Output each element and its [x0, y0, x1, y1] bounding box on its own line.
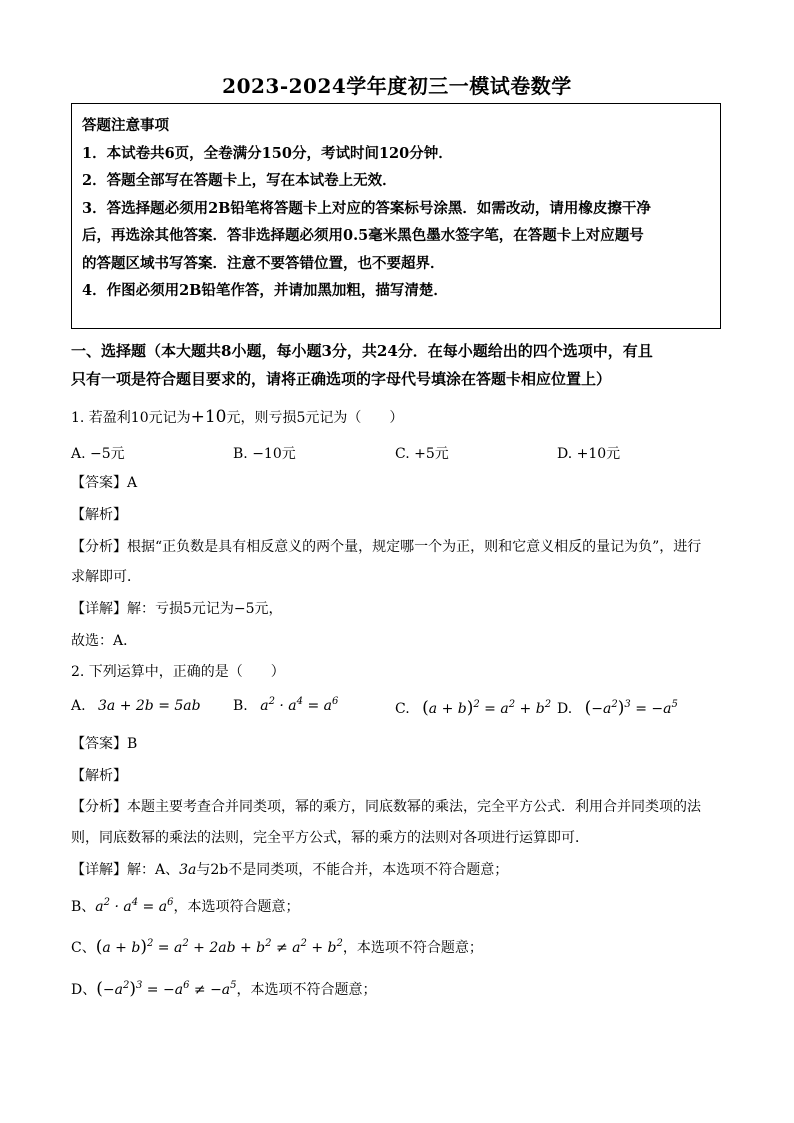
- q2-stem: 2. 下列运算中，正确的是（ ）: [71, 664, 285, 680]
- q1-conclusion: 故选：A．: [71, 633, 138, 649]
- q2-analysis-label: 【解析】: [71, 768, 127, 784]
- section-heading: [71, 337, 731, 393]
- section-heading-line: 只有一项是符合题目要求的，请将正确选项的字母代号填涂在答题卡相应位置上）: [71, 370, 612, 388]
- q1-option-c: C. +5元: [395, 446, 449, 462]
- notice-line: 1．本试卷共6页，全卷满分150分，考试时间120分钟．: [82, 144, 453, 162]
- q2-detail-c: [71, 936, 483, 959]
- q2-detail-formula: $(a + b)^2 = a^2 + 2ab + b^2 \ne a^2 + b^2$: [95, 937, 343, 957]
- notice-heading: 答题注意事项: [82, 117, 169, 134]
- q2-fenxi: 【分析】本题主要考查合并同类项，幂的乘方，同底数幂的乘法，完全平方公式．利用合并同类项的法: [71, 799, 701, 815]
- q1-stem-text: 元，则亏损5元记为（ ）: [226, 410, 404, 426]
- q2-detail-text: 【详解】解：A、: [71, 862, 180, 878]
- q2-option-label: C.: [395, 701, 410, 717]
- q2-detail-d: [71, 978, 377, 1001]
- page-title: 2023-2024学年度初三一模试卷数学: [222, 74, 572, 98]
- q1-stem-value: +10: [190, 407, 227, 427]
- q2-option-label: D.: [557, 701, 573, 717]
- q2-detail-b: [71, 896, 299, 918]
- q2-option-c: [395, 698, 551, 718]
- q1-fenxi: 【分析】根据“正负数是具有相反意义的两个量，规定哪一个为正，则和它意义相反的量记为负”，进行: [71, 539, 702, 555]
- notice-line: 3．答选择题必须用2B铅笔将答题卡上对应的答案标号涂黑．如需改动，请用橡皮擦干净: [82, 199, 651, 217]
- q1-option-d: D. +10元: [557, 446, 621, 462]
- section-heading-line: 一、选择题（本大题共8小题，每小题3分，共24分．在每小题给出的四个选项中，有且: [71, 342, 653, 360]
- notice-line: 的答题区域书写答案．注意不要答错位置，也不要超界．: [82, 254, 445, 272]
- q2-option-c-formula: $(a + b)^2 = a^2 + b^2$: [422, 698, 552, 718]
- q2-detail-text: ，本选项不符合题意；: [236, 982, 377, 998]
- notice-line: 4．作图必须用2B铅笔作答，并请加黑加粗，描写清楚．: [82, 282, 448, 299]
- q1-fenxi: 求解即可．: [71, 569, 141, 585]
- q1-stem: [71, 406, 403, 429]
- q2-option-d: [557, 698, 678, 718]
- q1-analysis-label: 【解析】: [71, 507, 127, 523]
- q1-answer: 【答案】A: [71, 475, 138, 491]
- q2-detail-text: C、: [71, 940, 96, 956]
- q2-fenxi: 则，同底数幂的乘法的法则，完全平方公式，幂的乘方的法则对各项进行运算即可．: [71, 830, 589, 846]
- q1-option-a: A. −5元: [71, 446, 125, 462]
- q2-answer: 【答案】B: [71, 736, 138, 752]
- q2-detail-formula: $(-a^2)^3 = -a^6 \ne -a^5$: [96, 979, 237, 999]
- q2-option-d-formula: $(-a^2)^3 = -a^5$: [584, 698, 678, 718]
- q2-detail-a: [71, 859, 508, 881]
- notice-box: [71, 103, 721, 329]
- q2-detail-text: ，本选项符合题意；: [173, 899, 300, 915]
- q2-detail-text: ，本选项不符合题意；: [342, 940, 483, 956]
- q2-option-b: [233, 698, 338, 714]
- q2-option-label: B.: [233, 698, 248, 714]
- q2-detail-term: 3a: [179, 862, 197, 878]
- q1-option-b: B. −10元: [233, 446, 296, 462]
- q2-option-b-formula: $a^2 \cdot a^4 = a^6$: [260, 696, 339, 714]
- q2-detail-text: D、: [71, 982, 97, 998]
- q1-detail: 【详解】解：亏损5元记为−5元，: [71, 601, 283, 617]
- q2-detail-formula: $a^2 \cdot a^4 = a^6$: [95, 897, 174, 915]
- notice-line: 2．答题全部写在答题卡上，写在本试卷上无效．: [82, 172, 397, 189]
- q2-option-a-formula: 3a + 2b = 5ab: [98, 698, 201, 714]
- q2-detail-text: 与2b不是同类项，不能合并，本选项不符合题意；: [196, 862, 509, 878]
- notice-line: 后，再选涂其他答案．答非选择题必须用0.5毫米黑色墨水签字笔，在答题卡上对应题号: [82, 227, 644, 244]
- q1-stem-text: 1. 若盈利10元记为: [71, 410, 191, 426]
- q2-detail-text: B、: [71, 899, 96, 915]
- q2-option-a: [71, 698, 201, 714]
- q2-option-label: A.: [71, 698, 86, 714]
